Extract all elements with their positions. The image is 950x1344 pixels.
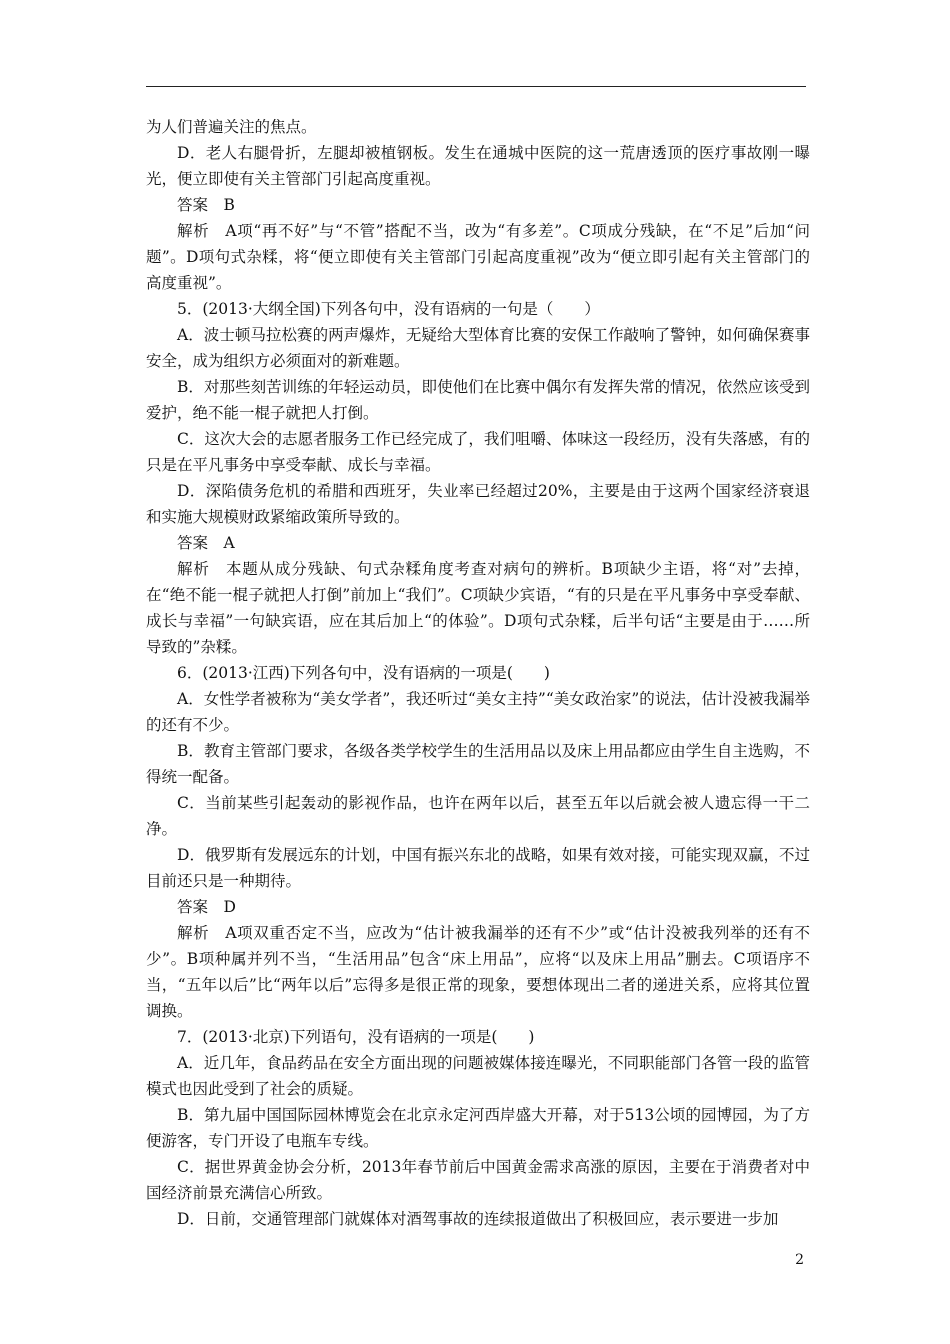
paragraph: D．老人右腿骨折，左腿却被植钢板。发生在通城中医院的这一荒唐透顶的医疗事故刚一曝光，便立即使有关主管部门引起高度重视。 (146, 144, 810, 188)
paragraph: D．日前，交通管理部门就媒体对酒驾事故的连续报道做出了积极回应，表示要进一步加 (177, 1210, 779, 1228)
header-rule (146, 86, 806, 87)
paragraph: D．俄罗斯有发展远东的计划，中国有振兴东北的战略，如果有效对接，可能实现双赢，不过目前还只是一种期待。 (146, 846, 810, 890)
paragraph: 答案 A (177, 534, 235, 552)
paragraph: 解析 A项双重否定不当，应改为“估计被我漏举的还有不少”或“估计没被我列举的还有不少”。B项种属并列不当，“生活用品”包含“床上用品”，应将“以及床上用品”删去。C项语序不当，“五年以后”比“两年以后”忘得多是很正常的现象，要想体现出二者的递进关系，应将其位置调换。 (146, 924, 810, 1020)
paragraph: 解析 A项“再不好”与“不管”搭配不当，改为“有多差”。C项成分残缺，在“不足”后加“问题”。D项句式杂糅，将“便立即使有关主管部门引起高度重视”改为“便立即引起有关主管部门的高度重视”。 (146, 222, 810, 292)
paragraph: 答案 D (177, 898, 236, 916)
paragraph: B．对那些刻苦训练的年轻运动员，即使他们在比赛中偶尔有发挥失常的情况，依然应该受到爱护，绝不能一棍子就把人打倒。 (146, 378, 810, 422)
paragraph: C．当前某些引起轰动的影视作品，也许在两年以后，甚至五年以后就会被人遗忘得一干二净。 (146, 794, 810, 838)
paragraph: A．女性学者被称为“美女学者”，我还听过“美女主持”“美女政治家”的说法，估计没被我漏举的还有不少。 (146, 690, 810, 734)
paragraph: B．第九届中国国际园林博览会在北京永定河西岸盛大开幕，对于513公顷的园博园，为了方便游客，专门开设了电瓶车专线。 (146, 1106, 810, 1150)
paragraph: 解析 本题从成分残缺、句式杂糅角度考查对病句的辨析。B项缺少主语，将“对”去掉，在“绝不能一棍子就把人打倒”前加上“我们”。C项缺少宾语，“有的只是在平凡事务中享受奉献、成长与幸福”一句缺宾语，应在其后加上“的体验”。D项句式杂糅，后半句话“主要是由于……所导致的”杂糅。 (146, 560, 810, 656)
paragraph: C．这次大会的志愿者服务工作已经完成了，我们咀嚼、体味这一段经历，没有失落感，有的只是在平凡事务中享受奉献、成长与幸福。 (146, 430, 810, 474)
paragraph: 7．(2013·北京)下列语句，没有语病的一项是( ) (177, 1028, 535, 1046)
paragraph: B．教育主管部门要求，各级各类学校学生的生活用品以及床上用品都应由学生自主选购，不得统一配备。 (146, 742, 810, 786)
paragraph: A．近几年，食品药品在安全方面出现的问题被媒体接连曝光，不同职能部门各管一段的监管模式也因此受到了社会的质疑。 (146, 1054, 810, 1098)
paragraph: D．深陷债务危机的希腊和西班牙，失业率已经超过20%，主要是由于这两个国家经济衰退和实施大规模财政紧缩政策所导致的。 (146, 482, 810, 526)
paragraph: 为人们普遍关注的焦点。 (146, 118, 317, 136)
page-number: 2 (795, 1252, 804, 1268)
paragraph: 6．(2013·江西)下列各句中，没有语病的一项是( ) (177, 664, 550, 682)
paragraph: C．据世界黄金协会分析，2013年春节前后中国黄金需求高涨的原因，主要在于消费者对中国经济前景充满信心所致。 (146, 1158, 810, 1202)
paragraph: A．波士顿马拉松赛的两声爆炸，无疑给大型体育比赛的安保工作敲响了警钟，如何确保赛事安全，成为组织方必须面对的新难题。 (146, 326, 810, 370)
paragraph: 5．(2013·大纲全国)下列各句中，没有语病的一句是（ ） (177, 300, 600, 318)
document-body (146, 114, 810, 1232)
paragraph: 答案 B (177, 196, 235, 214)
